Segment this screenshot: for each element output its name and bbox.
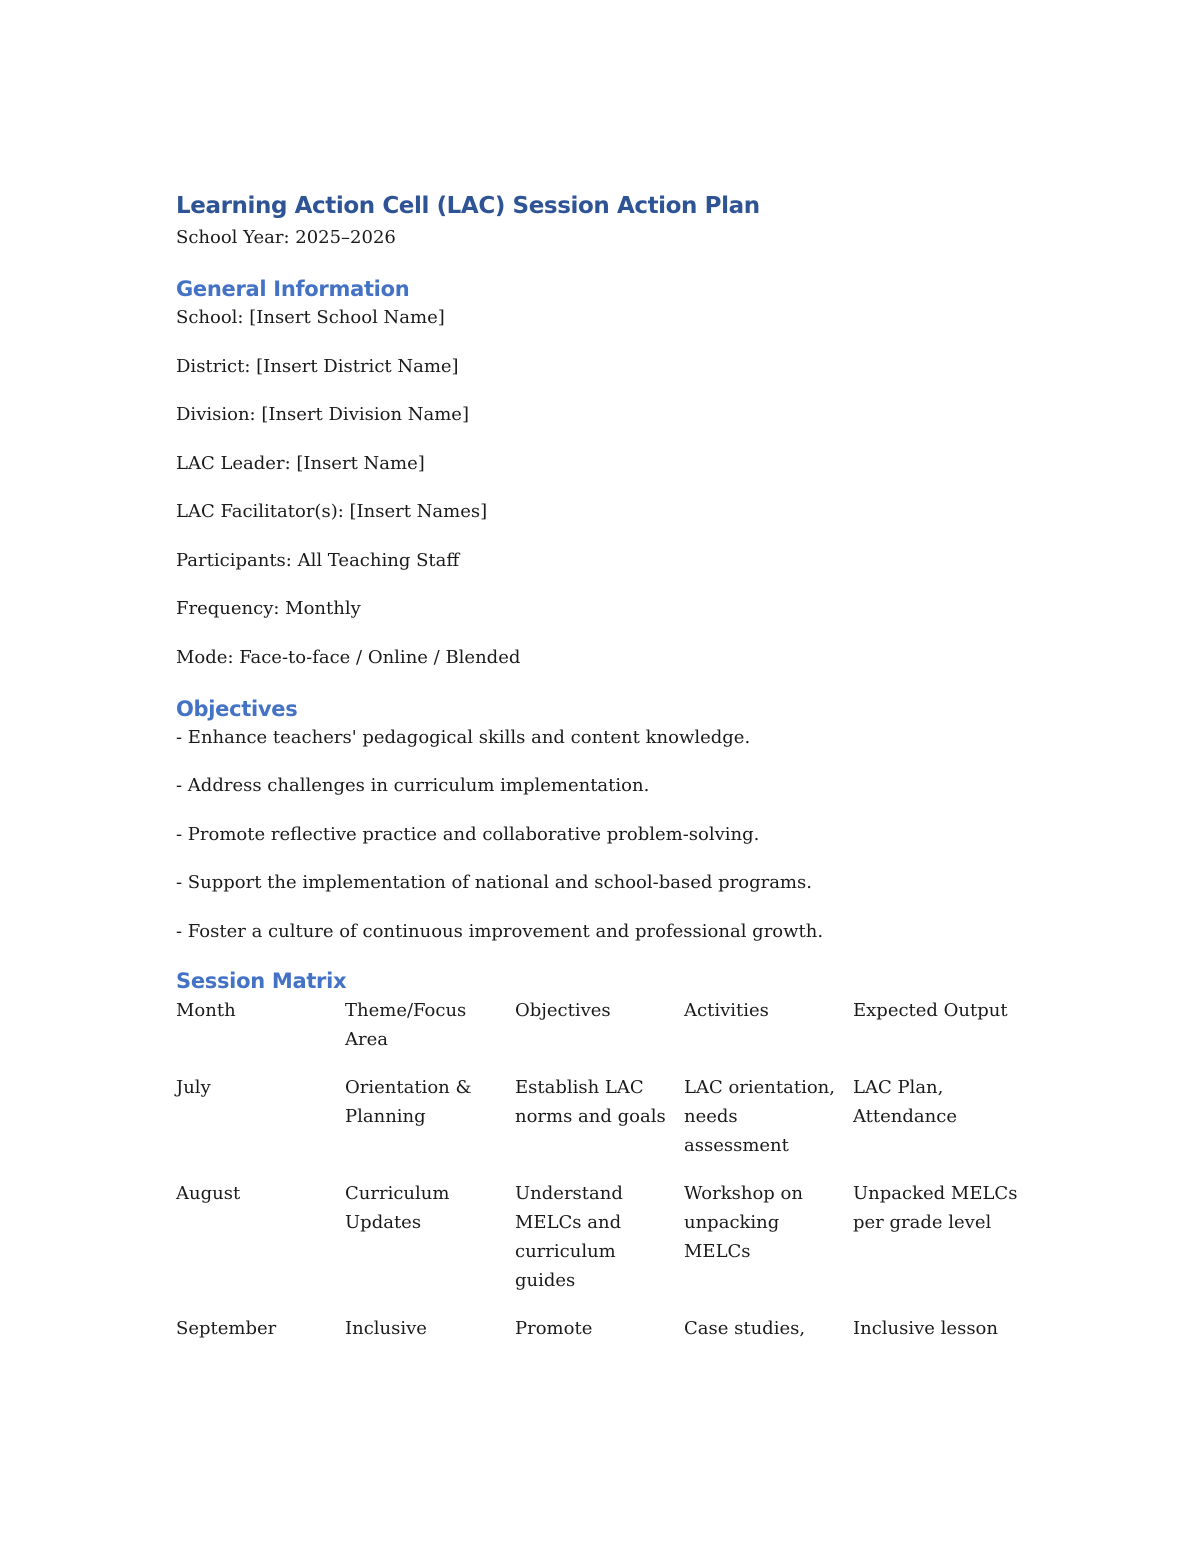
objective-item: - Enhance teachers' pedagogical skills and content knowledge. [176, 726, 751, 748]
table-cell-activities: Workshop on unpacking MELCs [684, 1182, 803, 1262]
objectives-heading: Objectives [176, 696, 298, 721]
table-cell-month: August [176, 1182, 241, 1204]
header-cell-month: Month [176, 999, 236, 1021]
general-information-section [176, 274, 1036, 672]
table-cell-theme: Curriculum Updates [345, 1182, 450, 1233]
table-cell-theme: Orientation & Planning [345, 1076, 472, 1127]
header-cell-theme: Theme/Focus Area [345, 999, 467, 1050]
table-cell-activities: Case studies, [684, 1317, 806, 1339]
header-cell-activities: Activities [684, 999, 769, 1021]
objective-item: - Address challenges in curriculum implementation. [176, 775, 650, 796]
table-cell-expected-output: Inclusive lesson [853, 1317, 998, 1339]
lac-leader-field: LAC Leader: [Insert Name] [176, 452, 425, 474]
objective-item: - Support the implementation of national and school-based programs. [176, 872, 812, 893]
table-cell-expected-output: Unpacked MELCs per grade level [853, 1182, 1018, 1233]
header-cell-expected-output: Expected Output [853, 999, 1008, 1021]
table-cell-month: September [176, 1317, 277, 1339]
table-cell-objectives: Understand MELCs and curriculum guides [515, 1182, 623, 1291]
document-page [176, 190, 1036, 1343]
district-field: District: [Insert District Name] [176, 355, 459, 377]
table-cell-objectives: Establish LAC norms and goals [515, 1076, 666, 1127]
table-cell-theme: Inclusive [345, 1317, 427, 1339]
document-title: Learning Action Cell (LAC) Session Action Plan [176, 193, 760, 219]
header-cell-objectives: Objectives [515, 999, 611, 1021]
table-cell-activities: LAC orientation, needs assessment [684, 1076, 835, 1156]
objective-item: - Promote reflective practice and collaborative problem-solving. [176, 823, 760, 845]
table-cell-expected-output: LAC Plan, Attendance [853, 1076, 957, 1127]
school-field: School: [Insert School Name] [176, 307, 445, 328]
table-cell-objectives: Promote [515, 1317, 593, 1339]
division-field: Division: [Insert Division Name] [176, 404, 469, 425]
session-matrix-table [176, 996, 1036, 1343]
table-cell-month: July [176, 1076, 211, 1098]
general-information-heading: General Information [176, 277, 410, 301]
objective-item: - Foster a culture of continuous improvement and professional growth. [176, 920, 824, 942]
participants-field: Participants: All Teaching Staff [176, 549, 460, 571]
frequency-field: Frequency: Monthly [176, 598, 361, 619]
school-year: School Year: 2025–2026 [176, 227, 396, 248]
mode-field: Mode: Face-to-face / Online / Blended [176, 646, 521, 668]
lac-facilitators-field: LAC Facilitator(s): [Insert Names] [176, 501, 488, 522]
session-matrix-heading: Session Matrix [176, 968, 347, 993]
objectives-section [176, 694, 1036, 946]
session-matrix-section [176, 966, 1036, 1343]
